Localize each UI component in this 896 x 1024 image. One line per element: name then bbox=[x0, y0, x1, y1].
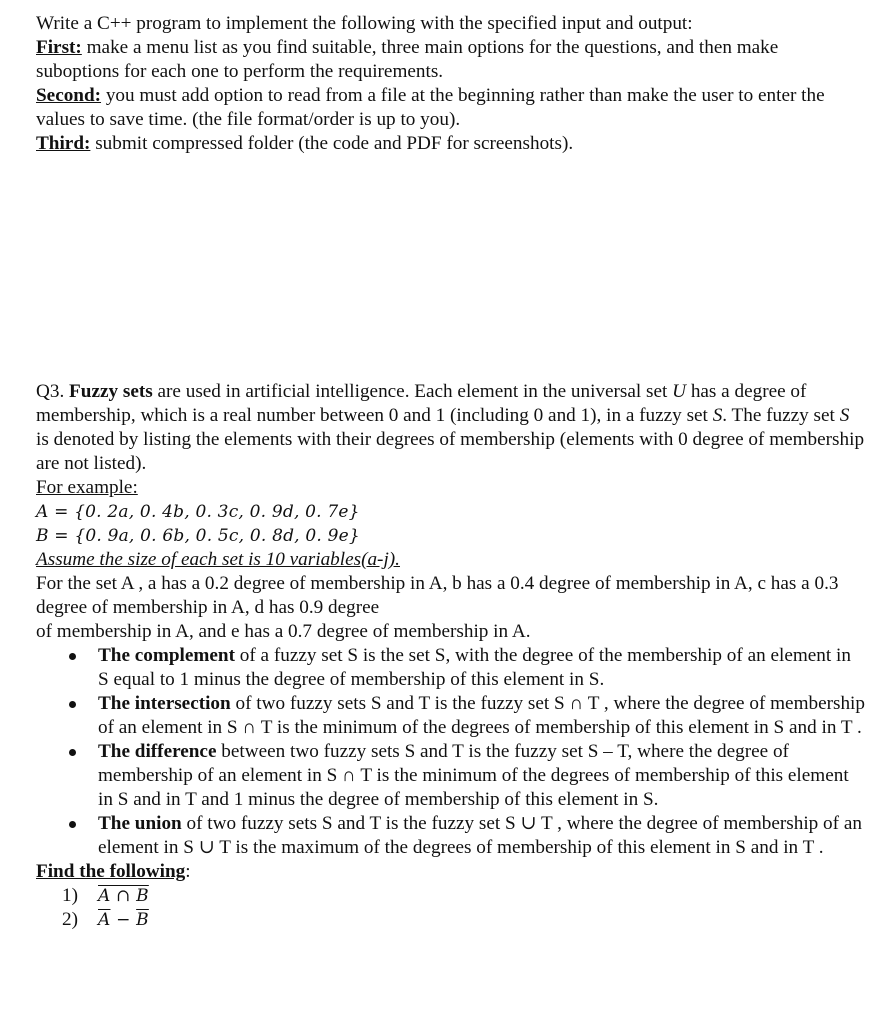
expression-1: A ∩ B bbox=[98, 886, 149, 906]
first-text: make a menu list as you find suitable, three main options for the questions, and then make suboptions for each one to perform the requirements. bbox=[36, 37, 779, 82]
definitions-list bbox=[36, 644, 866, 860]
third-text: submit compressed folder (the code and PDF for screenshots). bbox=[90, 133, 574, 154]
definition-text: of a fuzzy set S is the set S, with the degree of the membership of an element in S equal to 1 minus the degree of membership of this element in S. bbox=[98, 645, 851, 690]
definition-text: between two fuzzy sets S and T is the fuzzy set S – T, where the degree of membership of an element in S ∩ T is the minimum of the degrees of membership of this element in S and in T and 1 minus the degree of membership of this element in S. bbox=[98, 741, 849, 810]
example-label: For example: bbox=[36, 477, 138, 498]
find-label: Find the following bbox=[36, 861, 186, 882]
expression-2-b: $\overline{B}$ bbox=[136, 910, 149, 930]
instructions-section bbox=[36, 12, 866, 156]
set-a: A = {0. 2a, 0. 4b, 0. 3c, 0. 9d, 0. 7e} bbox=[36, 502, 360, 522]
list-item bbox=[62, 908, 866, 932]
q3-set-s-2: S bbox=[839, 405, 850, 426]
second-requirement bbox=[36, 84, 866, 132]
expression-2-op: − bbox=[110, 910, 137, 930]
question-3-section bbox=[36, 380, 866, 932]
find-list bbox=[36, 884, 866, 932]
q3-prefix: Q3. bbox=[36, 381, 70, 402]
set-b: B = {0. 9a, 0. 6b, 0. 5c, 0. 8d, 0. 9e} bbox=[36, 526, 360, 546]
q3-text-3: . The fuzzy set bbox=[722, 405, 840, 426]
assumption-note: Assume the size of each set is 10 variables(a-j). bbox=[36, 549, 400, 570]
third-requirement bbox=[36, 132, 866, 156]
definition-text: of two fuzzy sets S and T is the fuzzy set S ∪ T , where the degree of membership of an element in S ∪ T is the maximum of the degrees of membership of this element in S and in T . bbox=[98, 813, 862, 858]
description-line-2: of membership in A, and e has a 0.7 degree of membership in A. bbox=[36, 621, 531, 642]
bullet-icon bbox=[69, 821, 76, 828]
list-item bbox=[36, 740, 866, 812]
list-item bbox=[36, 692, 866, 740]
bullet-icon bbox=[69, 653, 76, 660]
list-item bbox=[36, 644, 866, 692]
definition-term: The difference bbox=[98, 741, 217, 762]
bullet-icon bbox=[69, 749, 76, 756]
second-text: you must add option to read from a file at the beginning rather than make the user to enter the values to save time. (the file format/order is up to you). bbox=[36, 85, 825, 130]
q3-text-4: is denoted by listing the elements with their degrees of membership (elements with 0 degree of membership are not listed). bbox=[36, 429, 865, 474]
second-label: Second: bbox=[36, 85, 102, 106]
q3-set-s: S bbox=[712, 405, 723, 426]
definition-term: The union bbox=[98, 813, 182, 834]
q3-universal-set: U bbox=[672, 381, 687, 402]
q3-term: Fuzzy sets bbox=[69, 381, 153, 402]
definition-term: The complement bbox=[98, 645, 235, 666]
list-item bbox=[36, 812, 866, 860]
first-requirement bbox=[36, 36, 866, 84]
expression-2-a: $\overline{A}$ bbox=[98, 910, 111, 930]
definition-term: The intersection bbox=[98, 693, 231, 714]
bullet-icon bbox=[69, 701, 76, 708]
description-line-1: For the set A , a has a 0.2 degree of membership in A, b has a 0.4 degree of membership in A, c has a 0.3 degree of membership in A, d has 0.9 degree bbox=[36, 573, 839, 618]
item-number: 1) bbox=[62, 885, 78, 906]
intro-line: Write a C++ program to implement the following with the specified input and output: bbox=[36, 13, 693, 34]
find-colon: : bbox=[185, 861, 191, 882]
third-label: Third: bbox=[36, 133, 91, 154]
list-item bbox=[62, 884, 866, 908]
q3-text-2: has a degree of membership, which is a real number between 0 and 1 (including 0 and 1), in a fuzzy set bbox=[36, 381, 807, 426]
q3-text-1: are used in artificial intelligence. Each element in the universal set bbox=[152, 381, 673, 402]
definition-text: of two fuzzy sets S and T is the fuzzy set S ∩ T , where the degree of membership of an element in S ∩ T is the minimum of the degrees of membership of this element in S and in T . bbox=[98, 693, 865, 738]
first-label: First: bbox=[36, 37, 82, 58]
find-heading bbox=[36, 860, 866, 884]
item-number: 2) bbox=[62, 909, 78, 930]
q3-intro-paragraph bbox=[36, 380, 866, 476]
